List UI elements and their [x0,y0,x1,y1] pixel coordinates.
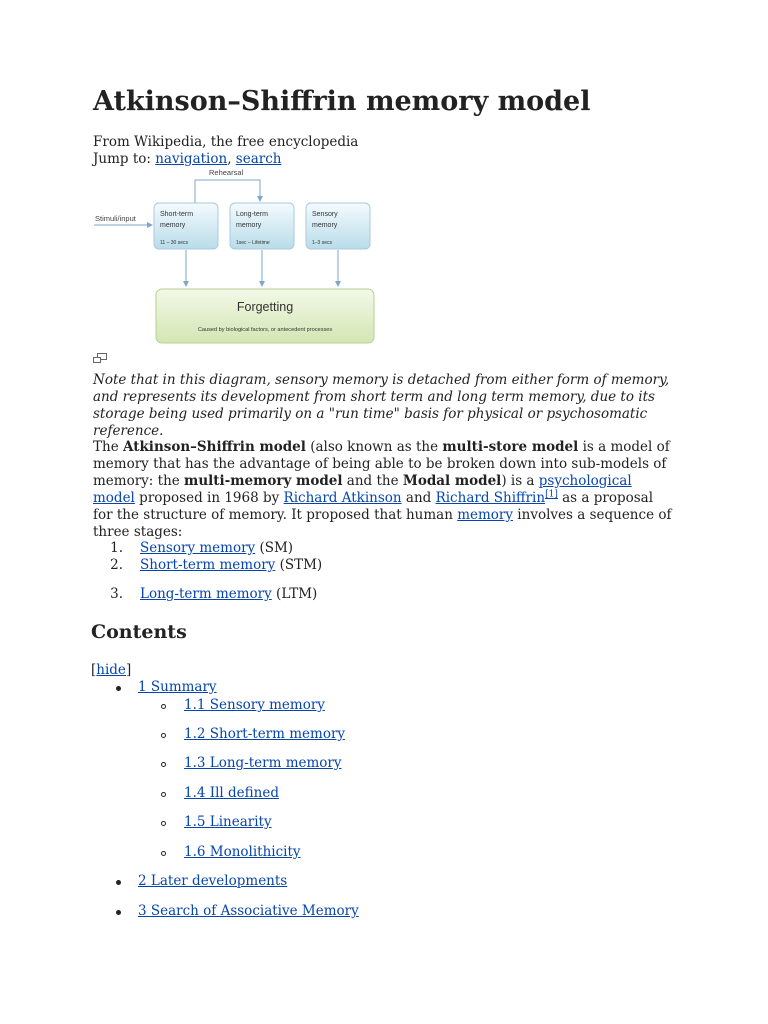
bracket-open: [ [91,662,97,678]
richard-atkinson-link[interactable]: Richard Atkinson [283,490,402,506]
short-term-line2: memory [160,222,186,229]
stage-number: 3. [110,586,123,602]
intro-text: (also known as the [305,439,443,455]
rehearsal-label: Rehearsal [209,168,244,177]
stage-number: 2. [110,557,123,573]
toc-toggle [91,662,131,678]
short-term-time: 11 – 30 secs [160,240,188,246]
sensory-memory-link[interactable]: Sensory memory [140,540,256,556]
intro-bold: multi-memory model [184,473,343,489]
toc-subbullet [161,733,166,738]
sensory-line1: Sensory [312,211,338,218]
stimuli-label: Stimuli/input [95,214,136,223]
toc-subbullet [161,762,166,767]
page-title: Atkinson–Shiffrin memory model [93,86,591,117]
toc-bullet [116,910,121,915]
long-term-box [230,203,294,249]
toc-subbullet [161,851,166,856]
intro-text: proposed in 1968 by [134,490,284,506]
short-term-box [154,203,218,249]
bracket-close: ] [125,662,132,678]
long-term-memory-link[interactable]: Long-term memory [140,586,272,602]
richard-shiffrin-link[interactable]: Richard Shiffrin [435,490,546,506]
psychological-link[interactable]: psychological [538,473,632,489]
image-caption: Note that in this diagram, sensory memory is detached from either form of memory, and represents its development from short term and long term memory, due to its storage being used primarily on a "run time" basis for physical or psychosomatic reference. [93,372,670,439]
toc-subbullet [161,792,166,797]
toc-item-search-associative-memory[interactable]: 3 Search of Associative Memory [138,903,359,919]
forgetting-label: Forgetting [236,300,294,314]
forgetting-subtext: Caused by biological factors, or antecedent processes [197,327,333,333]
intro-bold: multi-store model [442,439,579,455]
page-subtitle: From Wikipedia, the free encyclopedia [93,134,359,150]
forgetting-box [156,289,374,343]
search-link[interactable]: search [235,151,282,167]
hide-toc-link[interactable]: hide [96,662,126,678]
intro-text: The [93,439,123,455]
navigation-link[interactable]: navigation [155,151,228,167]
rehearsal-arrow [195,180,260,203]
long-term-line2: memory [236,222,262,229]
intro-text: is a model of memory that has the advantage of being able to be broken down into sub-models of memory: the [93,439,670,489]
sensory-time: 1–3 secs [312,240,333,246]
sensory-box [306,203,370,249]
long-term-time: 1sec – Lifetime [236,240,270,246]
intro-text: and the [342,473,403,489]
intro-text: as a proposal for the structure of memory. It proposed that human [93,490,654,523]
intro-text: ) is a [501,473,539,489]
intro-text: and [401,490,436,506]
toc-item-ill-defined[interactable]: 1.4 Ill defined [184,785,279,801]
stage-abbr: (SM) [255,540,294,556]
toc-item-linearity[interactable]: 1.5 Linearity [184,814,272,830]
short-term-memory-link[interactable]: Short-term memory [140,557,276,573]
short-term-line1: Short-term [160,211,194,218]
stage-abbr: (LTM) [271,586,318,602]
intro-bold: Atkinson–Shiffrin model [122,439,306,455]
contents-heading: Contents [91,621,187,643]
toc-item-later-developments[interactable]: 2 Later developments [138,873,288,889]
long-term-line1: Long-term [236,211,268,218]
model-link[interactable]: model [93,490,135,506]
intro-text: involves a sequence of three stages: [93,507,672,540]
toc-bullet [116,880,121,885]
toc-item-long-term-memory[interactable]: 1.3 Long-term memory [184,755,342,771]
intro-paragraph [93,439,673,541]
citation-1-link[interactable]: [1] [545,489,558,500]
jump-prefix: Jump to: [93,151,156,167]
toc-bullet [116,686,121,691]
toc-item-summary[interactable]: 1 Summary [138,679,217,695]
stage-number: 1. [110,540,123,556]
toc-item-short-term-memory[interactable]: 1.2 Short-term memory [184,726,346,742]
intro-bold: Modal model [402,473,502,489]
toc-subbullet [161,704,166,709]
jump-links [93,151,281,167]
memory-link[interactable]: memory [457,507,514,523]
sensory-line2: memory [312,222,338,229]
jump-separator: , [227,151,236,167]
memory-model-diagram[interactable] [92,166,382,348]
toc-subbullet [161,821,166,826]
toc-item-sensory-memory[interactable]: 1.1 Sensory memory [184,697,325,713]
stage-abbr: (STM) [275,557,323,573]
toc-item-monolithicity[interactable]: 1.6 Monolithicity [184,844,301,860]
enlarge-icon[interactable] [93,353,108,364]
